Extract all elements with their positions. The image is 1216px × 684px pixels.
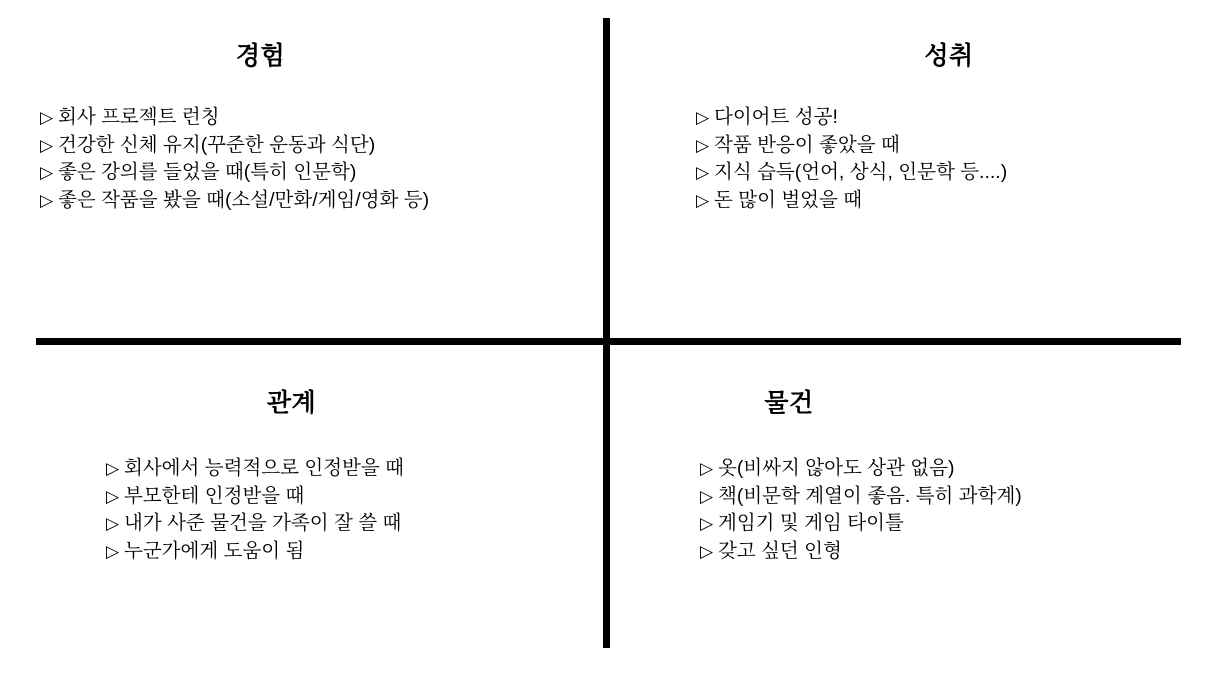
quadrant-list-things — [610, 455, 1216, 565]
list-item — [106, 510, 603, 538]
list-item — [40, 132, 603, 160]
list-item — [700, 483, 1216, 511]
list-item — [40, 104, 603, 132]
list-item-label: 갖고 싶던 인형 — [718, 539, 842, 562]
triangle-bullet-icon: ▷ — [106, 486, 120, 506]
triangle-bullet-icon: ▷ — [696, 108, 710, 127]
quadrant-list-achievement — [610, 104, 1216, 214]
list-item — [40, 159, 603, 187]
list-item-label: 작품 반응이 좋았을 때 — [714, 133, 900, 156]
list-item-label: 돈 많이 벌었을 때 — [714, 188, 863, 211]
triangle-bullet-icon: ▷ — [106, 514, 120, 533]
triangle-bullet-icon: ▷ — [696, 135, 710, 155]
triangle-bullet-icon: ▷ — [700, 459, 714, 478]
triangle-bullet-icon: ▷ — [40, 163, 54, 182]
quadrant-top-right — [610, 0, 1216, 338]
list-item-label: 회사 프로젝트 런칭 — [58, 106, 220, 128]
list-item — [696, 159, 1216, 187]
triangle-bullet-icon: ▷ — [700, 514, 714, 533]
list-item — [696, 132, 1216, 160]
list-item — [106, 538, 603, 566]
triangle-bullet-icon: ▷ — [40, 135, 54, 155]
quadrant-bottom-right — [610, 345, 1216, 684]
quadrant-bottom-left — [0, 345, 603, 684]
triangle-bullet-icon: ▷ — [40, 108, 54, 127]
list-item-label: 게임기 및 게임 타이틀 — [718, 512, 904, 534]
triangle-bullet-icon: ▷ — [696, 190, 710, 210]
quadrant-list-relationship — [0, 455, 603, 565]
list-item-label: 좋은 강의를 들었을 때(특히 인문학) — [58, 161, 357, 183]
quadrant-list-experience — [0, 104, 603, 214]
triangle-bullet-icon: ▷ — [106, 459, 120, 478]
vertical-divider — [603, 18, 610, 648]
list-item — [700, 538, 1216, 566]
list-item — [696, 104, 1216, 132]
list-item-label: 좋은 작품을 봤을 때(소설/만화/게임/영화 등) — [58, 188, 430, 211]
list-item-label: 다이어트 성공! — [714, 106, 838, 128]
list-item — [106, 455, 603, 483]
list-item — [700, 455, 1216, 483]
quadrant-top-left — [0, 0, 603, 338]
triangle-bullet-icon: ▷ — [40, 190, 54, 210]
horizontal-divider — [36, 338, 1181, 345]
list-item — [106, 483, 603, 511]
quadrant-title-achievement: 성취 — [924, 42, 974, 70]
list-item-label: 지식 습득(언어, 상식, 인문학 등....) — [714, 161, 1008, 183]
list-item-label: 책(비문학 계열이 좋음. 특히 과학계) — [718, 484, 1022, 507]
triangle-bullet-icon: ▷ — [700, 486, 714, 506]
triangle-bullet-icon: ▷ — [696, 163, 710, 182]
list-item — [40, 187, 603, 215]
quadrant-title-relationship: 관계 — [266, 389, 317, 417]
triangle-bullet-icon: ▷ — [106, 541, 120, 561]
list-item-label: 건강한 신체 유지(꾸준한 운동과 식단) — [58, 133, 376, 156]
list-item — [700, 510, 1216, 538]
quadrant-title-experience: 경험 — [235, 42, 286, 70]
list-item — [696, 187, 1216, 215]
list-item-label: 회사에서 능력적으로 인정받을 때 — [124, 457, 404, 479]
list-item-label: 누군가에게 도움이 됨 — [124, 539, 305, 562]
list-item-label: 부모한테 인정받을 때 — [124, 484, 305, 507]
list-item-label: 내가 사준 물건을 가족이 잘 쓸 때 — [124, 512, 402, 534]
triangle-bullet-icon: ▷ — [700, 541, 714, 561]
quadrant-title-things: 물건 — [764, 389, 814, 417]
list-item-label: 옷(비싸지 않아도 상관 없음) — [718, 457, 955, 479]
